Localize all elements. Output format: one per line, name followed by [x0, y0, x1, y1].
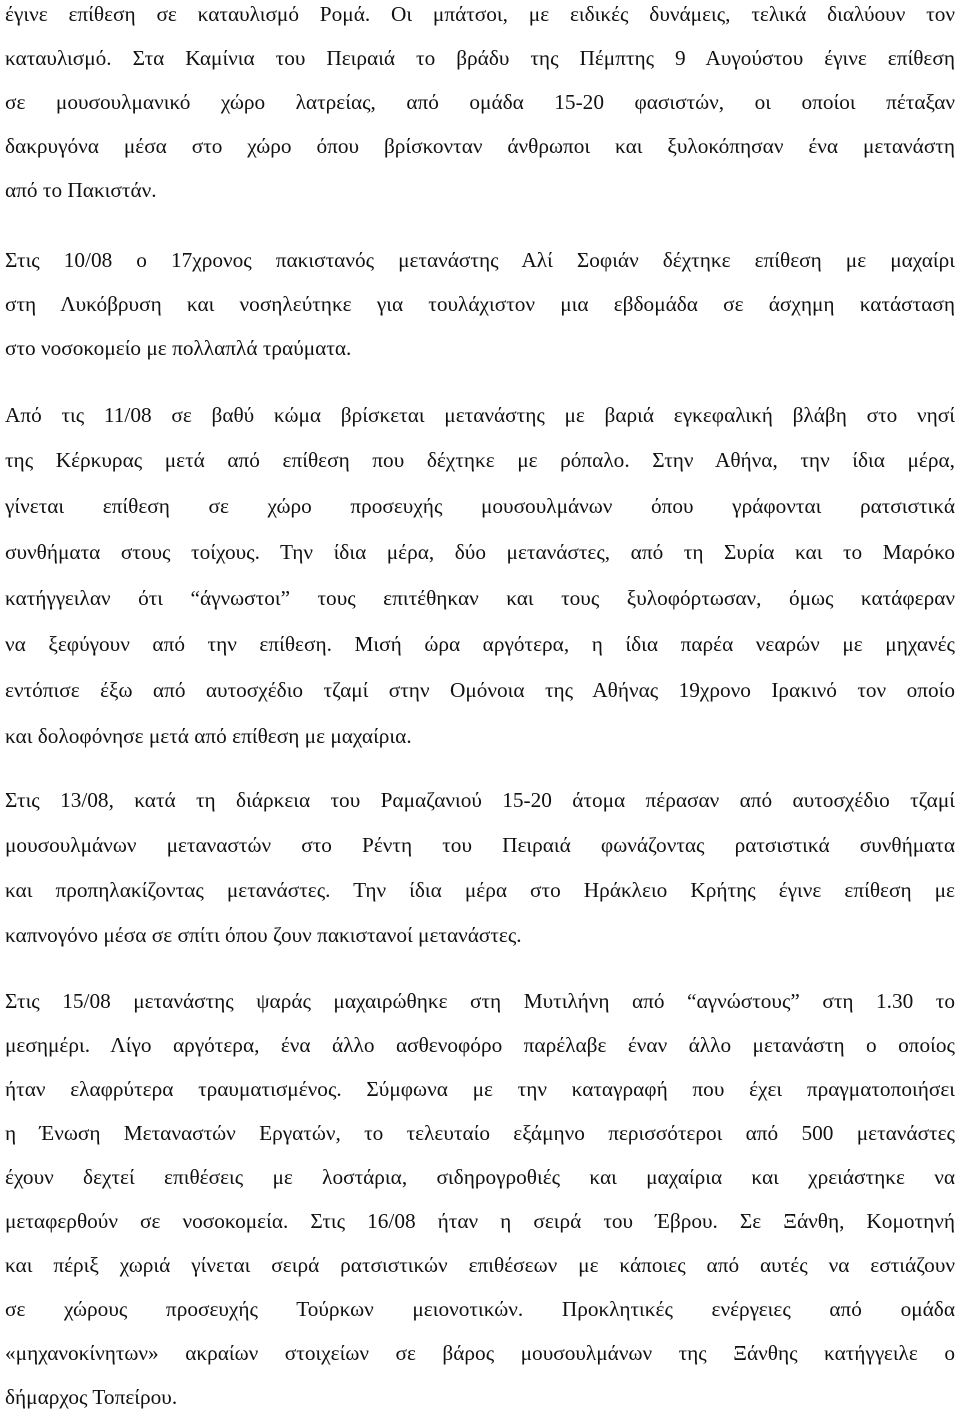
text-line: η Ένωση Μεταναστών Εργατών, το τελευταίο εξάμηνο περισσότεροι από 500 μετανάστες	[5, 1121, 955, 1145]
text-line: μουσουλμάνων μεταναστών στο Ρέντη του Πειραιά φωνάζοντας ρατσιστικά συνθήματα	[5, 833, 955, 857]
text-line: στη Λυκόβρυση και νοσηλεύτηκε για τουλάχιστον μια εβδομάδα σε άσχημη κατάσταση	[5, 292, 955, 316]
text-line: δακρυγόνα μέσα στο χώρο όπου βρίσκονταν άνθρωποι και ξυλοκόπησαν ένα μετανάστη	[5, 134, 955, 158]
text-line: ήταν ελαφρύτερα τραυματισμένος. Σύμφωνα με την καταγραφή που έχει πραγματοποιήσει	[5, 1077, 955, 1101]
text-line: έχουν δεχτεί επιθέσεις με λοστάρια, σιδηρογροθιές και μαχαίρια και χρειάστηκε να	[5, 1165, 955, 1189]
text-line: έγινε επίθεση σε καταυλισμό Ρομά. Οι μπάτσοι, με ειδικές δυνάμεις, τελικά διαλύουν τον	[5, 2, 955, 26]
text-line: Από τις 11/08 σε βαθύ κώμα βρίσκεται μετανάστης με βαριά εγκεφαλική βλάβη στο νησί	[5, 403, 955, 427]
text-line: Στις 15/08 μετανάστης ψαράς μαχαιρώθηκε στη Μυτιλήνη από “αγνώστους” στη 1.30 το	[5, 989, 955, 1013]
text-line: «μηχανοκίνητων» ακραίων στοιχείων σε βάρος μουσουλμάνων της Ξάνθης κατήγγειλε ο	[5, 1341, 955, 1365]
text-line: της Κέρκυρας μετά από επίθεση που δέχτηκε με ρόπαλο. Στην Αθήνα, την ίδια μέρα,	[5, 448, 955, 472]
text-line: και προπηλακίζοντας μετανάστες. Την ίδια μέρα στο Ηράκλειο Κρήτης έγινε επίθεση με	[5, 878, 955, 902]
text-line: σε χώρους προσευχής Τούρκων μειονοτικών. Προκλητικές ενέργειες από ομάδα	[5, 1297, 955, 1321]
text-line: γίνεται επίθεση σε χώρο προσευχής μουσουλμάνων όπου γράφονται ρατσιστικά	[5, 494, 955, 518]
text-line: μεταφερθούν σε νοσοκομεία. Στις 16/08 ήταν η σειρά του Έβρου. Σε Ξάνθη, Κομοτηνή	[5, 1209, 955, 1233]
text-line: Στις 10/08 ο 17χρονος πακιστανός μετανάστης Αλί Σοφιάν δέχτηκε επίθεση με μαχαίρι	[5, 248, 955, 272]
text-line: και δολοφόνησε μετά από επίθεση με μαχαίρια.	[5, 724, 412, 748]
text-line: εντόπισε έξω από αυτοσχέδιο τζαμί στην Ομόνοια της Αθήνας 19χρονο Ιρακινό τον οποίο	[5, 678, 955, 702]
text-line: από το Πακιστάν.	[5, 178, 157, 202]
text-line: καταυλισμό. Στα Καμίνια του Πειραιά το βράδυ της Πέμπτης 9 Αυγούστου έγινε επίθεση	[5, 46, 955, 70]
text-line: σε μουσουλμανικό χώρο λατρείας, από ομάδα 15-20 φασιστών, οι οποίοι πέταξαν	[5, 90, 955, 114]
text-line: δήμαρχος Τοπείρου.	[5, 1385, 178, 1409]
text-line: στο νοσοκομείο με πολλαπλά τραύματα.	[5, 336, 352, 360]
text-line: συνθήματα στους τοίχους. Την ίδια μέρα, δύο μετανάστες, από τη Συρία και το Μαρόκο	[5, 540, 955, 564]
text-line: μεσημέρι. Λίγο αργότερα, ένα άλλο ασθενοφόρο παρέλαβε έναν άλλο μετανάστη ο οποίος	[5, 1033, 955, 1057]
text-line: Στις 13/08, κατά τη διάρκεια του Ραμαζανιού 15-20 άτομα πέρασαν από αυτοσχέδιο τζαμί	[5, 788, 955, 812]
text-line: κατήγγειλαν ότι “άγνωστοι” τους επιτέθηκαν και τους ξυλοφόρτωσαν, όμως κατάφεραν	[5, 586, 955, 610]
text-line: και πέριξ χωριά γίνεται σειρά ρατσιστικών επιθέσεων με κάποιες από αυτές να εστιάζουν	[5, 1253, 955, 1277]
text-line: να ξεφύγουν από την επίθεση. Μισή ώρα αργότερα, η ίδια παρέα νεαρών με μηχανές	[5, 632, 955, 656]
text-line: καπνογόνο μέσα σε σπίτι όπου ζουν πακιστανοί μετανάστες.	[5, 923, 522, 947]
